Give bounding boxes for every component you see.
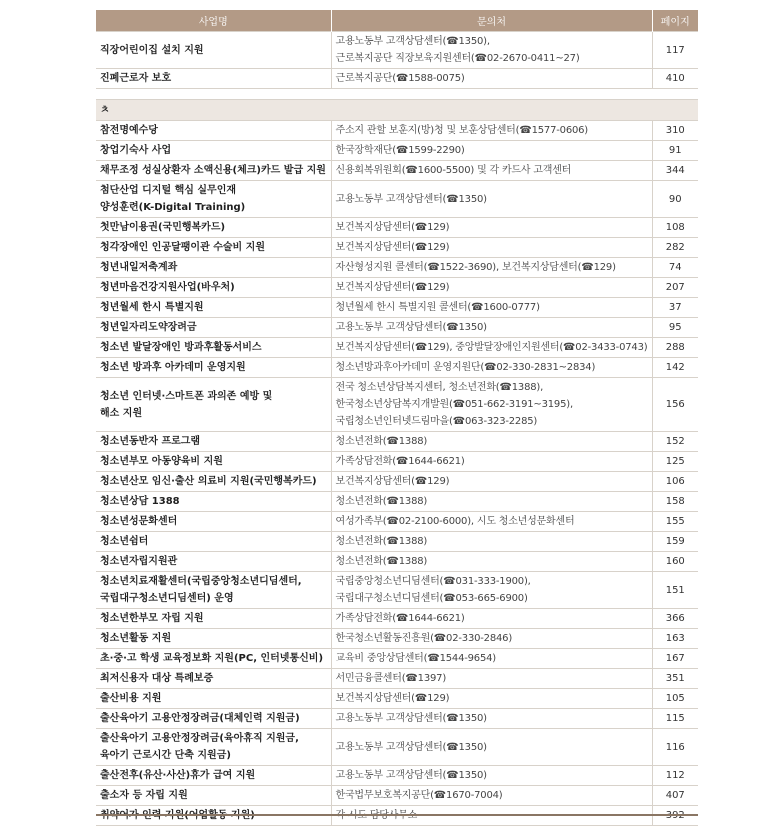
- program-name-line: 첨단산업 디지털 핵심 실무인재: [100, 185, 237, 196]
- contact-line: 신용회복위원회(☎1600-5500) 및 각 카드사 고객센터: [335, 165, 572, 176]
- program-name-line: 청년내일저축계좌: [100, 262, 178, 273]
- page-number: 282: [652, 238, 698, 258]
- contact-line: 가족상담전화(☎1644-6621): [335, 456, 465, 467]
- table-row: [96, 378, 698, 432]
- page-number: 117: [652, 32, 698, 69]
- program-name: [96, 181, 331, 218]
- contact-line: 보건복지상담센터(☎129), 중앙발달장애인지원센터(☎02-3433-0743): [335, 342, 648, 353]
- contact-line: 고용노동부 고객상담센터(☎1350): [335, 193, 487, 205]
- program-name: [96, 452, 331, 472]
- contact-line: 고용노동부 고객상담센터(☎1350): [335, 713, 487, 724]
- program-name-line: 초·중·고 학생 교육정보화 지원(PC, 인터넷통신비): [100, 653, 324, 664]
- table-row: [96, 358, 698, 378]
- program-name: [96, 338, 331, 358]
- program-name-line: 출산육아기 고용안정장려금(대체인력 지원금): [100, 713, 300, 724]
- table-row: [96, 338, 698, 358]
- page-number: 142: [652, 358, 698, 378]
- program-name-line: 첫만남이용권(국민행복카드): [100, 222, 226, 233]
- program-name-line: 청년월세 한시 특별지원: [100, 302, 204, 313]
- table-row: [96, 689, 698, 709]
- table-row: [96, 218, 698, 238]
- section-spacer: [96, 89, 698, 121]
- table-row: [96, 298, 698, 318]
- contact-info: [331, 452, 652, 472]
- header-program-name: 사업명: [96, 10, 331, 32]
- contact-info: [331, 432, 652, 452]
- program-name: [96, 432, 331, 452]
- page-number: 160: [652, 552, 698, 572]
- contact-line: 전국 청소년상담복지센터, 청소년전화(☎1388),: [335, 382, 544, 393]
- contact-info: [331, 121, 652, 141]
- program-name-line: 채무조정 성실상환자 소액신용(체크)카드 발급 지원: [100, 165, 326, 176]
- program-name-line: 청소년 방과후 아카데미 운영지원: [100, 362, 246, 373]
- table-row: [96, 532, 698, 552]
- contact-info: [331, 472, 652, 492]
- program-name: [96, 121, 331, 141]
- page-number: 91: [652, 141, 698, 161]
- page-number: 155: [652, 512, 698, 532]
- table-row: [96, 141, 698, 161]
- contact-info: [331, 358, 652, 378]
- page-number: 125: [652, 452, 698, 472]
- contact-line: 보건복지상담센터(☎129): [335, 222, 450, 233]
- table-row: [96, 709, 698, 729]
- program-name: [96, 609, 331, 629]
- contact-info: [331, 378, 652, 432]
- program-name-line: 청각장애인 인공달팽이관 수술비 지원: [100, 242, 266, 253]
- table-row: [96, 492, 698, 512]
- contact-info: [331, 298, 652, 318]
- table-row: [96, 786, 698, 806]
- page-number: 105: [652, 689, 698, 709]
- table-row: [96, 258, 698, 278]
- contact-line: 자산형성지원 콜센터(☎1522-3690), 보건복지상담센터(☎129): [335, 262, 616, 273]
- contact-line: 청소년전화(☎1388): [335, 496, 428, 507]
- program-name: [96, 709, 331, 729]
- page-number: 90: [652, 181, 698, 218]
- contact-info: [331, 141, 652, 161]
- contact-info: [331, 278, 652, 298]
- program-name-line: 청소년쉼터: [100, 536, 149, 547]
- program-name: [96, 238, 331, 258]
- program-name: [96, 532, 331, 552]
- program-name-line: 참전명예수당: [100, 125, 158, 136]
- contact-line: 근로복지공단(☎1588-0075): [335, 73, 465, 84]
- contact-line: 국립대구청소년디딤센터(☎053-665-6900): [335, 593, 528, 604]
- table-row: [96, 452, 698, 472]
- table-row: [96, 609, 698, 629]
- contact-info: [331, 786, 652, 806]
- program-name-line: 육아기 근로시간 단축 지원금): [100, 750, 231, 761]
- contact-info: [331, 689, 652, 709]
- program-name-line: 청소년동반자 프로그램: [100, 436, 201, 447]
- page-number: 310: [652, 121, 698, 141]
- page-number: 288: [652, 338, 698, 358]
- program-name: [96, 318, 331, 338]
- program-directory: [96, 10, 698, 826]
- program-name: [96, 472, 331, 492]
- program-name: [96, 766, 331, 786]
- contact-line: 주소지 관할 보훈지(방)청 및 보훈상담센터(☎1577-0606): [335, 125, 589, 136]
- page-number: 95: [652, 318, 698, 338]
- program-name: [96, 161, 331, 181]
- contact-line: 보건복지상담센터(☎129): [335, 282, 450, 293]
- program-name-line: 해소 지원: [100, 407, 143, 419]
- contact-info: [331, 238, 652, 258]
- contact-line: 청소년방과후아카데미 운영지원단(☎02-330-2831~2834): [335, 362, 596, 373]
- program-name-line: 청소년한부모 자립 지원: [100, 613, 204, 624]
- program-name: [96, 786, 331, 806]
- contact-info: [331, 338, 652, 358]
- program-name: [96, 729, 331, 766]
- contact-line: 국립청소년인터넷드림마을(☎063-323-2285): [335, 416, 538, 427]
- page-number: 37: [652, 298, 698, 318]
- program-name: [96, 629, 331, 649]
- contact-line: 한국청소년활동진흥원(☎02-330-2846): [335, 633, 513, 644]
- table-row: [96, 572, 698, 609]
- page-number: 351: [652, 669, 698, 689]
- contact-info: [331, 69, 652, 89]
- contact-info: [331, 609, 652, 629]
- program-name-line: 직장어린이집 설치 지원: [100, 44, 204, 56]
- contact-line: 고용노동부 고객상담센터(☎1350),: [335, 36, 490, 47]
- rows-top: [96, 32, 698, 89]
- program-name: [96, 218, 331, 238]
- program-name: [96, 141, 331, 161]
- program-name: [96, 278, 331, 298]
- table-row: [96, 729, 698, 766]
- program-name-line: 출소자 등 자립 지원: [100, 790, 188, 801]
- table-row: [96, 669, 698, 689]
- program-name: [96, 492, 331, 512]
- program-name-line: 청소년 발달장애인 방과후활동서비스: [100, 342, 262, 353]
- table-row: [96, 181, 698, 218]
- contact-line: 한국장학재단(☎1599-2290): [335, 145, 465, 156]
- page-number: 74: [652, 258, 698, 278]
- contact-line: 청소년전화(☎1388): [335, 536, 428, 547]
- contact-line: 청소년전화(☎1388): [335, 556, 428, 567]
- contact-line: 보건복지상담센터(☎129): [335, 476, 450, 487]
- contact-info: [331, 709, 652, 729]
- contact-info: [331, 512, 652, 532]
- contact-info: [331, 669, 652, 689]
- contact-line: 고용노동부 고객상담센터(☎1350): [335, 741, 487, 753]
- table-row: [96, 432, 698, 452]
- page-number: 344: [652, 161, 698, 181]
- table-row: [96, 161, 698, 181]
- table-row: [96, 32, 698, 69]
- program-table: [96, 10, 698, 826]
- program-name-line: 청소년치료재활센터(국립중앙청소년디딤센터,: [100, 576, 302, 587]
- table-row: [96, 512, 698, 532]
- program-name: [96, 258, 331, 278]
- contact-line: 여성가족부(☎02-2100-6000), 시도 청소년성문화센터: [335, 516, 575, 527]
- program-name: [96, 669, 331, 689]
- page-number: 106: [652, 472, 698, 492]
- page-number: 366: [652, 609, 698, 629]
- program-name-line: 창업기숙사 사업: [100, 145, 172, 156]
- contact-info: [331, 318, 652, 338]
- contact-info: [331, 629, 652, 649]
- program-name: [96, 298, 331, 318]
- program-name: [96, 572, 331, 609]
- rows-main: [96, 121, 698, 826]
- header-contact: 문의처: [331, 10, 652, 32]
- program-name-line: 청소년성문화센터: [100, 516, 178, 527]
- table-row: [96, 629, 698, 649]
- contact-info: [331, 729, 652, 766]
- program-name-line: 청소년부모 아동양육비 지원: [100, 456, 223, 467]
- table-header: [96, 10, 698, 32]
- contact-info: [331, 258, 652, 278]
- table-row: [96, 238, 698, 258]
- contact-line: 교육비 중앙상담센터(☎1544-9654): [335, 653, 496, 664]
- section-label: ㅊ: [96, 100, 698, 121]
- table-row: [96, 318, 698, 338]
- contact-line: 한국법무보호복지공단(☎1670-7004): [335, 790, 503, 801]
- program-name: [96, 512, 331, 532]
- section-header: [96, 100, 698, 121]
- contact-info: [331, 532, 652, 552]
- contact-info: [331, 649, 652, 669]
- program-name: [96, 378, 331, 432]
- contact-line: 보건복지상담센터(☎129): [335, 242, 450, 253]
- contact-info: [331, 552, 652, 572]
- program-name-line: 양성훈련(K-Digital Training): [100, 202, 246, 213]
- table-row: [96, 278, 698, 298]
- contact-line: 청소년전화(☎1388): [335, 436, 428, 447]
- page-number: 152: [652, 432, 698, 452]
- program-name-line: 청년마음건강지원사업(바우처): [100, 282, 235, 293]
- program-name-line: 청소년산모 임신·출산 의료비 지원(국민행복카드): [100, 476, 317, 487]
- table-row: [96, 121, 698, 141]
- contact-line: 서민금융콜센터(☎1397): [335, 673, 447, 684]
- contact-info: [331, 492, 652, 512]
- program-name: [96, 32, 331, 69]
- page-number: 410: [652, 69, 698, 89]
- table-row: [96, 472, 698, 492]
- page-number: 159: [652, 532, 698, 552]
- contact-line: 보건복지상담센터(☎129): [335, 693, 450, 704]
- program-name-line: 출산전후(유산·사산)휴가 급여 지원: [100, 770, 256, 781]
- program-name-line: 국립대구청소년디딤센터) 운영: [100, 593, 234, 604]
- program-name: [96, 689, 331, 709]
- page-number: 207: [652, 278, 698, 298]
- contact-line: 고용노동부 고객상담센터(☎1350): [335, 322, 487, 333]
- contact-line: 근로복지공단 직장보육지원센터(☎02-2670-0411~27): [335, 53, 580, 64]
- program-name-line: 청소년 인터넷·스마트폰 과의존 예방 및: [100, 390, 273, 402]
- contact-info: [331, 218, 652, 238]
- program-name-line: 출산비용 지원: [100, 693, 162, 704]
- contact-info: [331, 181, 652, 218]
- program-name-line: 진폐근로자 보호: [100, 73, 172, 84]
- program-name-line: 청소년자립지원관: [100, 556, 178, 567]
- contact-line: 가족상담전화(☎1644-6621): [335, 613, 465, 624]
- page-number: 163: [652, 629, 698, 649]
- table-row: [96, 649, 698, 669]
- program-name-line: 최저신용자 대상 특례보증: [100, 673, 214, 684]
- table-row: [96, 69, 698, 89]
- page-number: 167: [652, 649, 698, 669]
- contact-info: [331, 32, 652, 69]
- program-name: [96, 358, 331, 378]
- program-name-line: 청년일자리도약장려금: [100, 322, 197, 333]
- page-number: 115: [652, 709, 698, 729]
- page-number: 407: [652, 786, 698, 806]
- contact-line: 고용노동부 고객상담센터(☎1350): [335, 770, 487, 781]
- program-name: [96, 649, 331, 669]
- page-number: 156: [652, 378, 698, 432]
- contact-line: 청년월세 한시 특별지원 콜센터(☎1600-0777): [335, 302, 540, 313]
- page-number: 151: [652, 572, 698, 609]
- contact-info: [331, 161, 652, 181]
- header-page: 페이지: [652, 10, 698, 32]
- program-name-line: 출산육아기 고용안정장려금(육아휴직 지원금,: [100, 733, 299, 744]
- contact-line: 한국청소년상담복지개발원(☎051-662-3191~3195),: [335, 399, 573, 410]
- page-number: 108: [652, 218, 698, 238]
- program-name: [96, 69, 331, 89]
- program-name-line: 청소년상담 1388: [100, 496, 180, 507]
- page-number: 116: [652, 729, 698, 766]
- program-name: [96, 552, 331, 572]
- program-name-line: 청소년활동 지원: [100, 633, 172, 644]
- page-number: 112: [652, 766, 698, 786]
- table-row: [96, 766, 698, 786]
- contact-info: [331, 572, 652, 609]
- bottom-rule: [96, 814, 698, 816]
- contact-line: 국립중앙청소년디딤센터(☎031-333-1900),: [335, 576, 531, 587]
- contact-info: [331, 766, 652, 786]
- page-number: 158: [652, 492, 698, 512]
- table-row: [96, 552, 698, 572]
